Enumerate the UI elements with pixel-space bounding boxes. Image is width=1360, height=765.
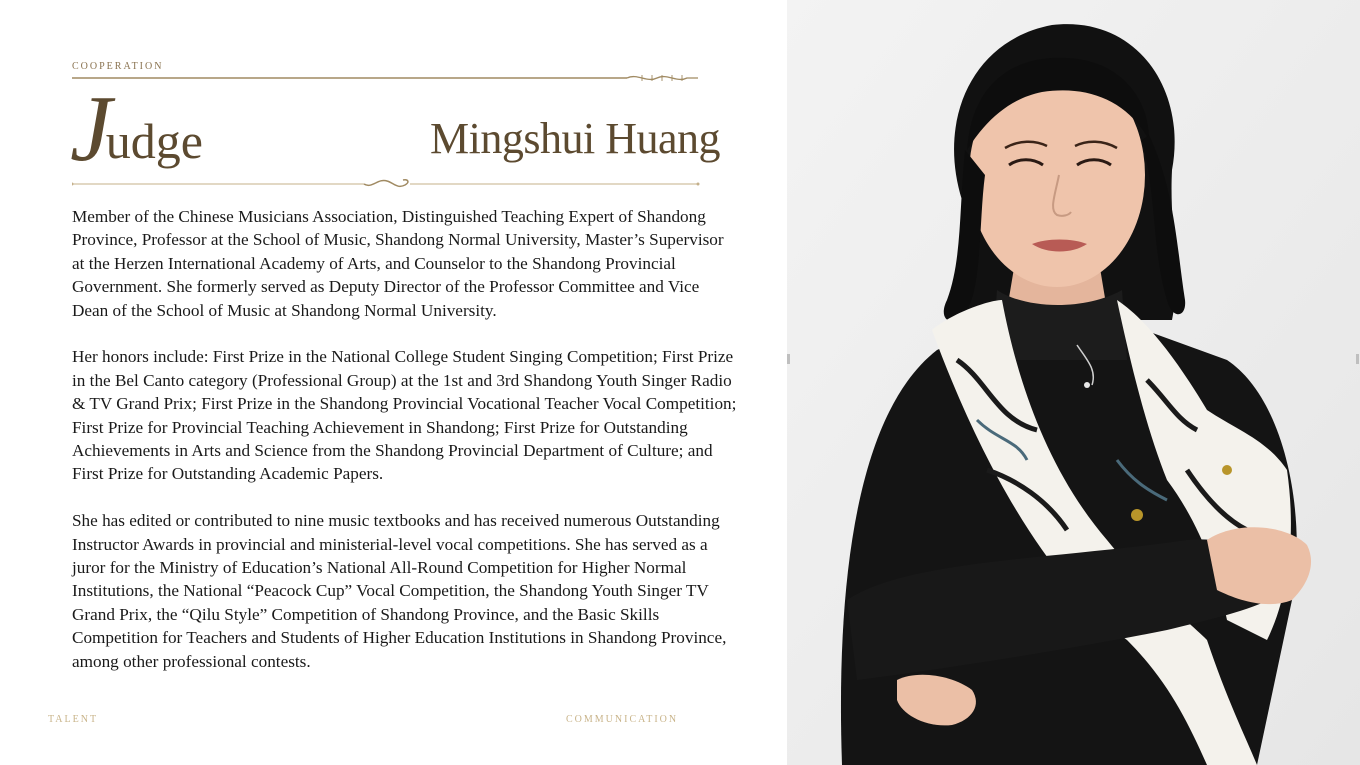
- judge-name: Mingshui Huang: [430, 114, 720, 163]
- kicker-label: COOPERATION: [72, 61, 164, 72]
- slide-edge-marker-right: [1356, 354, 1359, 364]
- section-title: [70, 77, 203, 181]
- bio-paragraph: Member of the Chinese Musicians Association, Distinguished Teaching Expert of Shandong Province, Professor at the School of Music, Shandong Normal University, Master’s Supervisor at the Herzen International Academy of Arts, and Counselor to the Shandong Provincial Government. She formerly served as Deputy Director of the Professor Committee and Vice Dean of the School of Music at Shandong Normal University.: [72, 207, 724, 320]
- ornamental-rule-mid: [72, 177, 702, 191]
- footer-right-label: COMMUNICATION: [566, 714, 679, 725]
- slide-edge-marker-left: [787, 354, 790, 364]
- judge-portrait: [787, 0, 1360, 765]
- bio-paragraph: She has edited or contributed to nine music textbooks and has received numerous Outstanding Instructor Awards in provincial and ministerial-level vocal competitions. She has served as a juror for the Ministry of Education’s National All-Round Competition for Higher Normal Institutions, the National “Peacock Cup” Vocal Competition, the Shandong Youth Singer TV Grand Prix, the “Qilu Style” Competition of Shandong Province, and the Basic Skills Competition for Teachers and Students of Higher Education Institutions in Shandong Province, among other professional contests.: [72, 511, 727, 671]
- section-title-rest: udge: [105, 113, 203, 169]
- judge-biography: [72, 205, 737, 696]
- bio-paragraph: Her honors include: First Prize in the National College Student Singing Competition; First Prize in the Bel Canto category (Professional Group) at the 1st and 3rd Shandong Youth Singer Radio & TV Grand Prix; First Prize in the Shandong Provincial Vocational Teacher Vocal Competition; First Prize for Provincial Teaching Achievement in Shandong; First Prize for Outstanding Achievements in Arts and Science from the Shandong Provincial Department of Culture; and First Prize for Outstanding Academic Papers.: [72, 347, 737, 484]
- section-title-initial: J: [70, 77, 112, 181]
- footer-left-label: TALENT: [48, 714, 99, 725]
